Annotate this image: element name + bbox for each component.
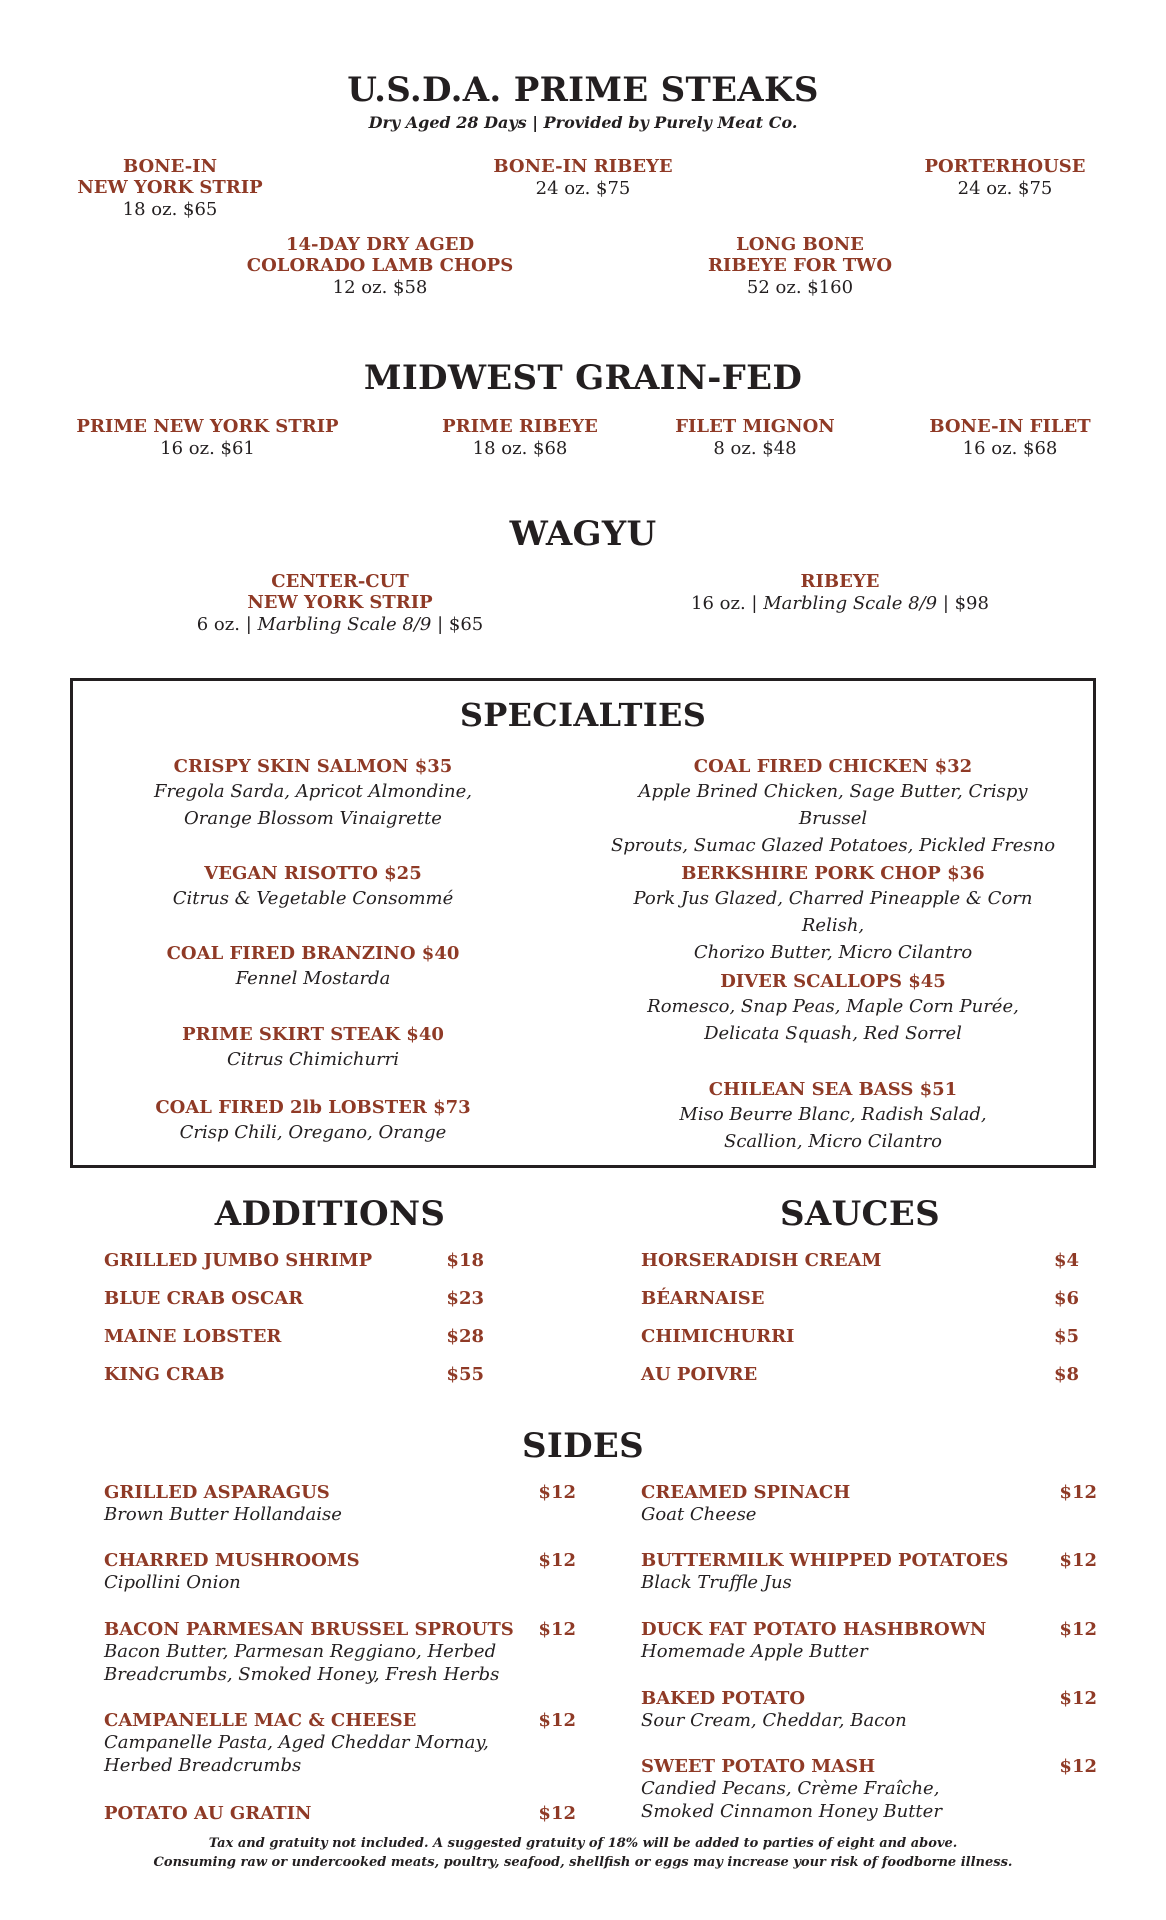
specialty-item xyxy=(603,971,1063,1079)
specialty-desc: Romesco, Snap Peas, Maple Corn Purée, xyxy=(647,996,1019,1017)
specialty-desc: Apple Brined Chicken, Sage Butter, Crispy Brussel xyxy=(638,781,1028,829)
side-name: POTATO AU GRATIN xyxy=(104,1803,312,1824)
item-name: NEW YORK STRIP xyxy=(247,592,433,613)
specialties-title: SPECIALTIES xyxy=(459,696,707,734)
item-name: RIBEYE xyxy=(800,571,880,592)
item-detail: 12 oz. $58 xyxy=(332,277,428,298)
side-name: CHARRED MUSHROOMS xyxy=(104,1550,360,1571)
side-price: $12 xyxy=(538,1803,576,1824)
side-price: $12 xyxy=(1059,1550,1097,1571)
specialty-desc: Sprouts, Sumac Glazed Potatoes, Pickled Fresno xyxy=(610,835,1056,856)
specialty-desc: Citrus & Vegetable Consommé xyxy=(172,888,454,909)
specialty-desc: Delicata Squash, Red Sorrel xyxy=(704,1023,962,1044)
specialty-item xyxy=(603,863,1063,971)
item-name: BONE-IN FILET xyxy=(929,416,1091,437)
side-desc: Homemade Apple Butter xyxy=(641,1641,868,1662)
specialty-name: PRIME SKIRT STEAK $40 xyxy=(182,1024,444,1045)
specialty-desc: Pork Jus Glazed, Charred Pineapple & Corn Relish, xyxy=(633,888,1033,936)
item-detail: 18 oz. $68 xyxy=(472,438,568,459)
midwest-title: MIDWEST GRAIN-FED xyxy=(363,358,803,398)
side-desc: Brown Butter Hollandaise xyxy=(104,1504,342,1525)
list-item xyxy=(641,1364,1079,1402)
side-item xyxy=(104,1619,576,1710)
list-item xyxy=(104,1326,484,1364)
specialty-item xyxy=(113,943,513,1024)
wagyu-item-ribeye xyxy=(640,571,1040,616)
side-price: $12 xyxy=(1059,1619,1097,1640)
addition-name: BLUE CRAB OSCAR xyxy=(104,1288,304,1309)
item-name: PORTERHOUSE xyxy=(924,156,1086,177)
sauces-title: SAUCES xyxy=(780,1194,940,1234)
specialty-desc: Crisp Chili, Oregano, Orange xyxy=(179,1122,447,1143)
list-item xyxy=(641,1250,1079,1288)
specialty-desc: Orange Blossom Vinaigrette xyxy=(184,808,442,829)
item-detail: 24 oz. $75 xyxy=(957,178,1053,199)
item-name: BONE-IN xyxy=(122,156,218,177)
item-detail: 6 oz. | Marbling Scale 8/9 | $65 xyxy=(196,614,484,635)
prime-subtitle: Dry Aged 28 Days | Provided by Purely Meat Co. xyxy=(368,113,798,132)
side-item xyxy=(104,1482,576,1550)
side-desc: Bacon Butter, Parmesan Reggiano, Herbed xyxy=(104,1641,497,1662)
sauce-name: AU POIVRE xyxy=(641,1364,758,1385)
side-name: GRILLED ASPARAGUS xyxy=(104,1482,330,1503)
item-detail: 8 oz. $48 xyxy=(713,438,797,459)
addition-price: $28 xyxy=(446,1326,484,1347)
addition-price: $23 xyxy=(446,1288,484,1309)
side-price: $12 xyxy=(538,1482,576,1503)
specialty-name: COAL FIRED CHICKEN $32 xyxy=(693,756,973,777)
addition-price: $18 xyxy=(446,1250,484,1271)
sides-title: SIDES xyxy=(522,1426,644,1466)
sauce-price: $6 xyxy=(1053,1288,1079,1309)
midwest-item-ribeye xyxy=(410,416,630,461)
side-price: $12 xyxy=(538,1710,576,1731)
item-name: 14-DAY DRY AGED xyxy=(285,234,475,255)
sides-right-column xyxy=(641,1482,1097,1823)
specialty-item xyxy=(113,1024,513,1097)
midwest-item-nys xyxy=(50,416,365,461)
side-name: DUCK FAT POTATO HASHBROWN xyxy=(641,1619,987,1640)
item-detail: 52 oz. $160 xyxy=(746,277,854,298)
item-name: COLORADO LAMB CHOPS xyxy=(246,255,514,276)
side-desc: Smoked Cinnamon Honey Butter xyxy=(641,1801,942,1822)
side-name: CAMPANELLE MAC & CHEESE xyxy=(104,1710,417,1731)
item-name: CENTER-CUT xyxy=(271,571,409,592)
side-item xyxy=(641,1482,1097,1550)
side-name: SWEET POTATO MASH xyxy=(641,1756,876,1777)
side-item xyxy=(104,1710,576,1803)
side-desc: Breadcrumbs, Smoked Honey, Fresh Herbs xyxy=(104,1664,500,1685)
sauce-price: $4 xyxy=(1053,1250,1079,1271)
prime-item-bone-in-ribeye xyxy=(443,156,723,201)
sauce-name: CHIMICHURRI xyxy=(641,1326,795,1347)
wagyu-title: WAGYU xyxy=(509,514,657,554)
specialty-item xyxy=(113,756,513,863)
item-detail: 24 oz. $75 xyxy=(535,178,631,199)
side-item xyxy=(641,1688,1097,1756)
side-price: $12 xyxy=(1059,1482,1097,1503)
specialty-name: BERKSHIRE PORK CHOP $36 xyxy=(681,863,985,884)
item-name: PRIME RIBEYE xyxy=(442,416,598,437)
sauces-list xyxy=(641,1250,1079,1402)
prime-item-long-bone-ribeye xyxy=(660,234,940,300)
midwest-item-filet xyxy=(640,416,870,461)
side-desc: Campanelle Pasta, Aged Cheddar Mornay, xyxy=(104,1732,489,1753)
addition-name: KING CRAB xyxy=(104,1364,225,1385)
specialty-desc: Scallion, Micro Cilantro xyxy=(723,1131,942,1152)
list-item xyxy=(104,1364,484,1402)
footer-note-consumption: Consuming raw or undercooked meats, poultry, seafood, shellfish or eggs may increase your risk of foodborne illness. xyxy=(153,1855,1013,1870)
item-name: FILET MIGNON xyxy=(675,416,835,437)
specialty-desc: Miso Beurre Blanc, Radish Salad, xyxy=(679,1104,987,1125)
side-price: $12 xyxy=(1059,1756,1097,1777)
side-price: $12 xyxy=(538,1550,576,1571)
addition-price: $55 xyxy=(446,1364,484,1385)
footer-note-gratuity: Tax and gratuity not included. A suggested gratuity of 18% will be added to parties of eight and above. xyxy=(208,1836,958,1851)
item-name: PRIME NEW YORK STRIP xyxy=(76,416,339,437)
sides-left-column xyxy=(104,1482,576,1824)
side-item xyxy=(641,1756,1097,1823)
item-name: LONG BONE xyxy=(736,234,864,255)
list-item xyxy=(104,1288,484,1326)
side-item xyxy=(641,1619,1097,1688)
item-detail: 16 oz. $61 xyxy=(160,438,255,459)
list-item xyxy=(104,1250,484,1288)
side-desc: Sour Cream, Cheddar, Bacon xyxy=(641,1710,907,1731)
side-item xyxy=(104,1803,576,1824)
specialty-name: COAL FIRED BRANZINO $40 xyxy=(166,943,460,964)
specialties-right-column xyxy=(603,756,1063,1155)
item-name: NEW YORK STRIP xyxy=(77,177,263,198)
additions-title: ADDITIONS xyxy=(214,1194,446,1234)
side-item xyxy=(104,1550,576,1619)
side-price: $12 xyxy=(1059,1688,1097,1709)
additions-list xyxy=(104,1250,484,1402)
side-name: CREAMED SPINACH xyxy=(641,1482,851,1503)
item-detail: 16 oz. $68 xyxy=(962,438,1058,459)
specialty-name: DIVER SCALLOPS $45 xyxy=(720,971,946,992)
specialty-desc: Fennel Mostarda xyxy=(235,968,391,989)
specialty-item xyxy=(603,756,1063,863)
side-desc: Herbed Breadcrumbs xyxy=(104,1755,302,1776)
specialty-desc: Fregola Sarda, Apricot Almondine, xyxy=(154,781,472,802)
specialty-desc: Citrus Chimichurri xyxy=(226,1049,400,1070)
side-name: BAKED POTATO xyxy=(641,1688,806,1709)
side-desc: Candied Pecans, Crème Fraîche, xyxy=(641,1778,940,1799)
specialty-name: COAL FIRED 2lb LOBSTER $73 xyxy=(155,1097,471,1118)
sauce-name: HORSERADISH CREAM xyxy=(641,1250,882,1271)
specialties-box xyxy=(70,678,1096,1168)
prime-title: U.S.D.A. PRIME STEAKS xyxy=(347,70,819,110)
wagyu-item-nys xyxy=(160,571,520,637)
specialty-item xyxy=(603,1079,1063,1155)
side-name: BACON PARMESAN BRUSSEL SPROUTS xyxy=(104,1619,514,1640)
specialty-name: CHILEAN SEA BASS $51 xyxy=(708,1079,958,1100)
side-desc: Cipollini Onion xyxy=(104,1572,241,1593)
prime-item-lamb-chops xyxy=(220,234,540,300)
list-item xyxy=(641,1288,1079,1326)
sauce-name: BÉARNAISE xyxy=(641,1288,765,1309)
specialty-name: CRISPY SKIN SALMON $35 xyxy=(173,756,453,777)
addition-name: MAINE LOBSTER xyxy=(104,1326,282,1347)
specialty-desc: Chorizo Butter, Micro Cilantro xyxy=(693,942,973,963)
side-name: BUTTERMILK WHIPPED POTATOES xyxy=(641,1550,1009,1571)
item-name: BONE-IN RIBEYE xyxy=(493,156,673,177)
specialty-item xyxy=(113,1097,513,1146)
midwest-item-bone-in-filet xyxy=(890,416,1130,461)
sauce-price: $8 xyxy=(1053,1364,1079,1385)
item-detail: 16 oz. | Marbling Scale 8/9 | $98 xyxy=(691,593,989,614)
side-price: $12 xyxy=(538,1619,576,1640)
specialty-item xyxy=(113,863,513,943)
addition-name: GRILLED JUMBO SHRIMP xyxy=(104,1250,373,1271)
prime-item-porterhouse xyxy=(890,156,1120,201)
side-desc: Goat Cheese xyxy=(641,1504,757,1525)
list-item xyxy=(641,1326,1079,1364)
specialty-name: VEGAN RISOTTO $25 xyxy=(204,863,422,884)
prime-item-bone-in-nys xyxy=(40,156,300,222)
specialties-left-column xyxy=(113,756,513,1146)
item-detail: 18 oz. $65 xyxy=(122,199,218,220)
side-item xyxy=(641,1550,1097,1619)
sauce-price: $5 xyxy=(1053,1326,1079,1347)
side-desc: Black Truffle Jus xyxy=(641,1572,792,1593)
item-name: RIBEYE FOR TWO xyxy=(707,255,893,276)
